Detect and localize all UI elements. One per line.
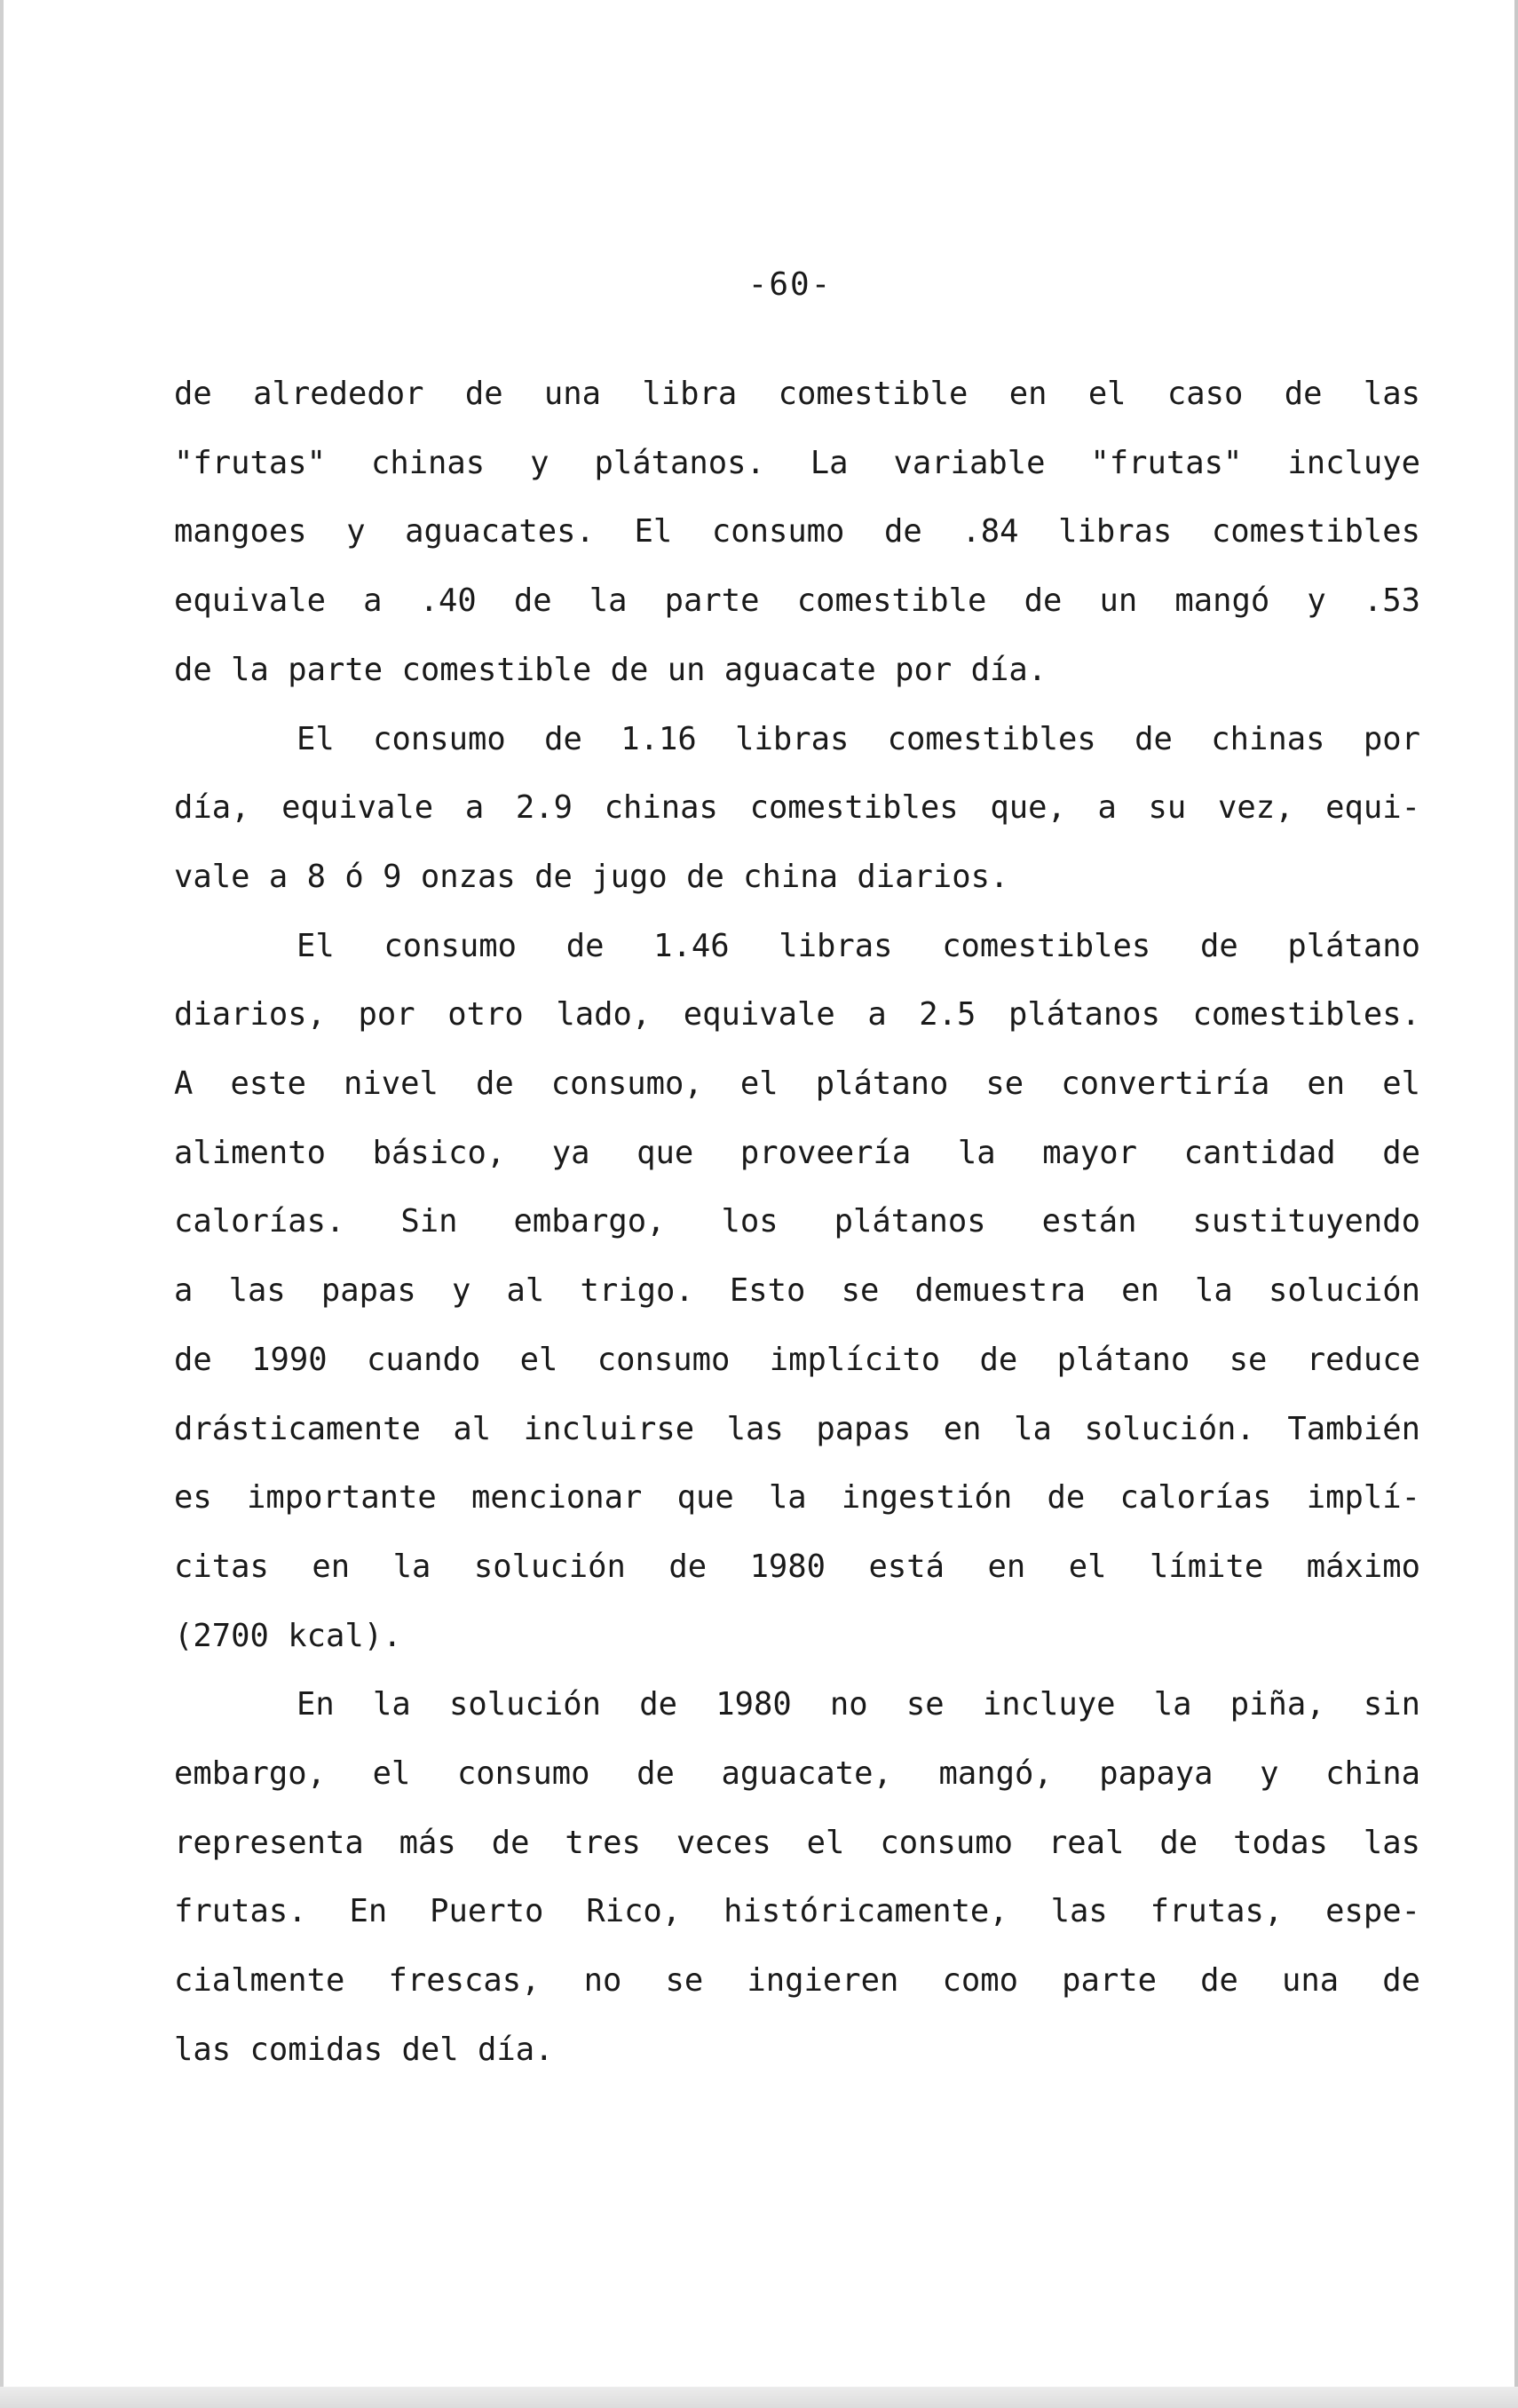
paragraph-3: [174, 912, 1420, 1671]
text-line: vale a 8 ó 9 onzas de jugo de china diarios.: [174, 858, 1009, 895]
text-line: "frutas" chinas y plátanos. La variable "frutas" incluye: [174, 444, 1420, 481]
text-line: El consumo de 1.46 libras comestibles de plátano: [296, 927, 1420, 964]
text-line: calorías. Sin embargo, los plátanos están sustituyendo: [174, 1203, 1420, 1240]
text-line: cialmente frescas, no se ingieren como parte de una de: [174, 1962, 1420, 2000]
text-line: frutas. En Puerto Rico, históricamente, las frutas, espe-: [174, 1893, 1420, 1930]
text-line: alimento básico, ya que proveería la mayor cantidad de: [174, 1134, 1420, 1171]
text-line: a las papas y al trigo. Esto se demuestra en la solución: [174, 1272, 1420, 1310]
text-line: de alrededor de una libra comestible en el caso de las: [174, 376, 1420, 412]
text-line: día, equivale a 2.9 chinas comestibles que, a su vez, equi-: [174, 789, 1420, 827]
document-body: [174, 360, 1420, 2085]
text-line: (2700 kcal).: [174, 1617, 402, 1654]
text-line: En la solución de 1980 no se incluye la piña, sin: [296, 1686, 1420, 1723]
page-edge-right: [1514, 0, 1518, 2408]
page-number: -60-: [747, 266, 833, 303]
text-line: diarios, por otro lado, equivale a 2.5 plátanos comestibles.: [174, 996, 1420, 1034]
text-line: embargo, el consumo de aguacate, mangó, papaya y china: [174, 1755, 1420, 1793]
paragraph-4: [174, 1670, 1420, 2084]
text-line: citas en la solución de 1980 está en el límite máximo: [174, 1548, 1420, 1585]
paragraph-2: [174, 705, 1420, 912]
text-line: es importante mencionar que la ingestión de calorías implí-: [174, 1479, 1420, 1517]
paragraph-1: [174, 360, 1420, 705]
page-edge-left: [0, 0, 4, 2408]
text-line: equivale a .40 de la parte comestible de un mangó y .53: [174, 582, 1420, 620]
text-line: El consumo de 1.16 libras comestibles de chinas por: [296, 720, 1420, 757]
text-line: mangoes y aguacates. El consumo de .84 libras comestibles: [174, 513, 1420, 551]
text-line: de la parte comestible de un aguacate por día.: [174, 651, 1048, 688]
text-line: de 1990 cuando el consumo implícito de plátano se reduce: [174, 1341, 1420, 1378]
text-line: las comidas del día.: [174, 2031, 554, 2068]
text-line: A este nivel de consumo, el plátano se convertiría en el: [174, 1065, 1420, 1103]
text-line: drásticamente al incluirse las papas en la solución. También: [174, 1410, 1420, 1447]
scan-bottom-strip: [0, 2387, 1518, 2408]
text-line: representa más de tres veces el consumo real de todas las: [174, 1824, 1420, 1861]
